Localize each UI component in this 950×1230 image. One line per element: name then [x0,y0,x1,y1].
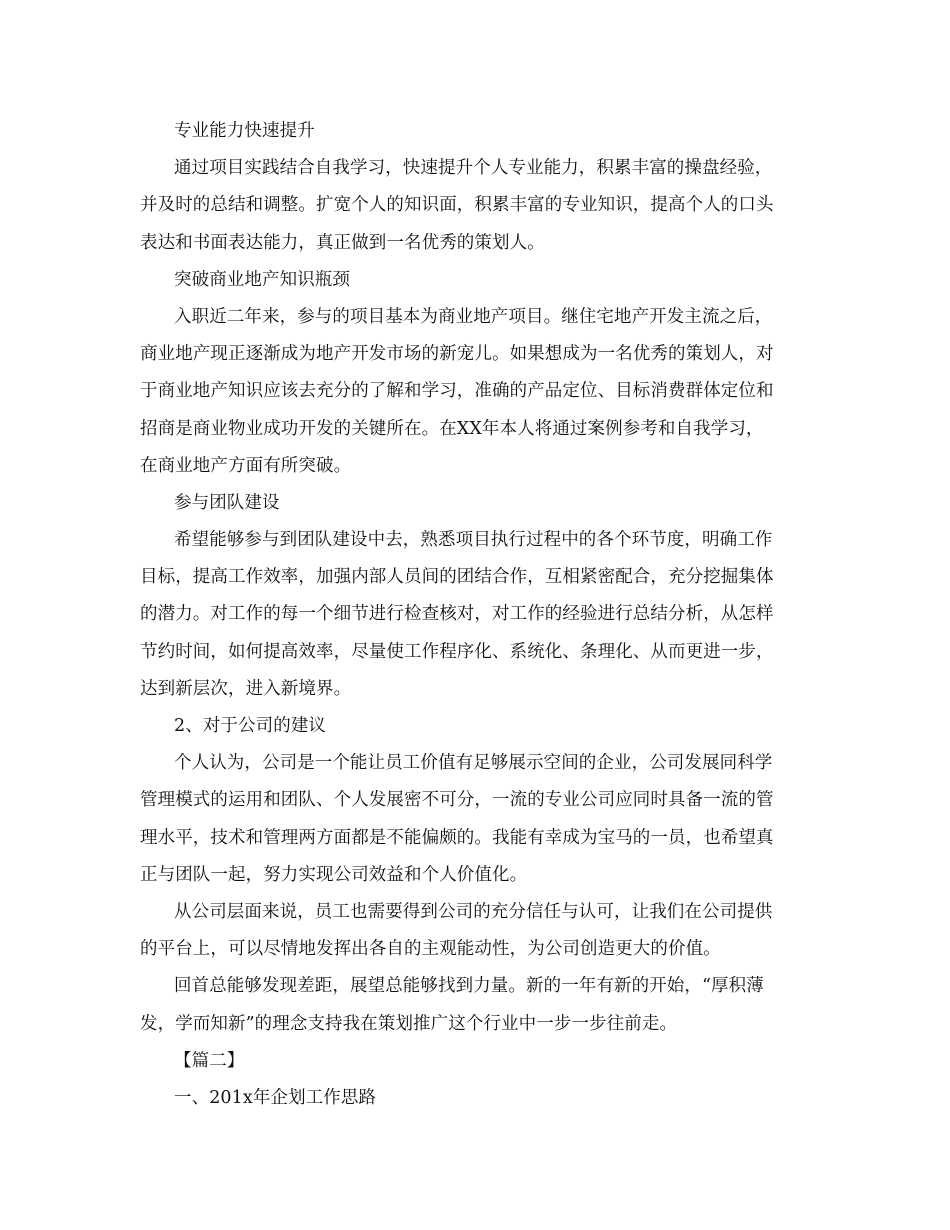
paragraph-line: 通过项目实践结合自我学习，快速提升个人专业能力，积累丰富的操盘经验， [174,158,773,179]
paragraph-line: 招商是商业物业成功开发的关键所在。在XX年本人将通过案例参考和自我学习， [140,418,764,439]
heading-planning-ideas: 一、201x年企划工作思路 [174,1087,377,1108]
paragraph-line: 回首总能够发现差距，展望总能够找到力量。新的一年有新的开始，“厚积薄 [174,976,764,997]
heading-company-suggestions: 2、对于公司的建议 [174,716,327,736]
heading-commercial-real-estate: 突破商业地产知识瓶颈 [174,269,350,290]
paragraph-line: 达到新层次，进入新境界。 [140,678,352,699]
paragraph-line: 的潜力。对工作的每一个细节进行检查核对，对工作的经验进行总结分析，从怎样 [140,604,774,625]
paragraph-line: 在商业地产方面有所突破。 [140,455,352,476]
paragraph-line: 理水平，技术和管理两方面都是不能偏颇的。我能有幸成为宝马的一员，也希望真 [140,827,774,848]
document-page [140,113,816,1117]
paragraph-line: 并及时的总结和调整。扩宽个人的知识面，积累丰富的专业知识，提高个人的口头 [140,195,774,216]
paragraph-line: 发，学而知新”的理念支持我在策划推广这个行业中一步一步往前走。 [140,1013,678,1034]
paragraph-line: 正与团队一起，努力实现公司效益和个人价值化。 [140,864,528,885]
paragraph-line: 从公司层面来说，员工也需要得到公司的充分信任与认可，让我们在公司提供 [174,901,773,922]
paragraph-line: 希望能够参与到团队建设中去，熟悉项目执行过程中的各个环节度，明确工作 [174,530,773,551]
paragraph-line: 目标，提高工作效率，加强内部人员间的团结合作，互相紧密配合，充分挖掘集体 [140,567,774,588]
heading-team-building: 参与团队建设 [174,492,280,513]
paragraph-line: 入职近二年来，参与的项目基本为商业地产项目。继住宅地产开发主流之后， [174,306,773,327]
paragraph-line: 表达和书面表达能力，真正做到一名优秀的策划人。 [140,232,545,253]
section-heading-part-two: 【篇二】 [174,1050,245,1071]
heading-professional-ability: 专业能力快速提升 [174,121,315,141]
paragraph-line: 于商业地产知识应该去充分的了解和学习，准确的产品定位、目标消费群体定位和 [140,381,774,402]
paragraph-line: 商业地产现正逐渐成为地产开发市场的新宠儿。如果想成为一名优秀的策划人，对 [140,344,774,365]
paragraph-line: 管理模式的运用和团队、个人发展密不可分，一流的专业公司应同时具备一流的管 [140,790,774,811]
paragraph-line: 个人认为，公司是一个能让员工价值有足够展示空间的企业，公司发展同科学 [174,753,773,774]
paragraph-line: 节约时间，如何提高效率，尽量使工作程序化、系统化、条理化、从而更进一步， [140,641,774,662]
paragraph-line: 的平台上，可以尽情地发挥出各自的主观能动性，为公司创造更大的价值。 [140,939,721,960]
